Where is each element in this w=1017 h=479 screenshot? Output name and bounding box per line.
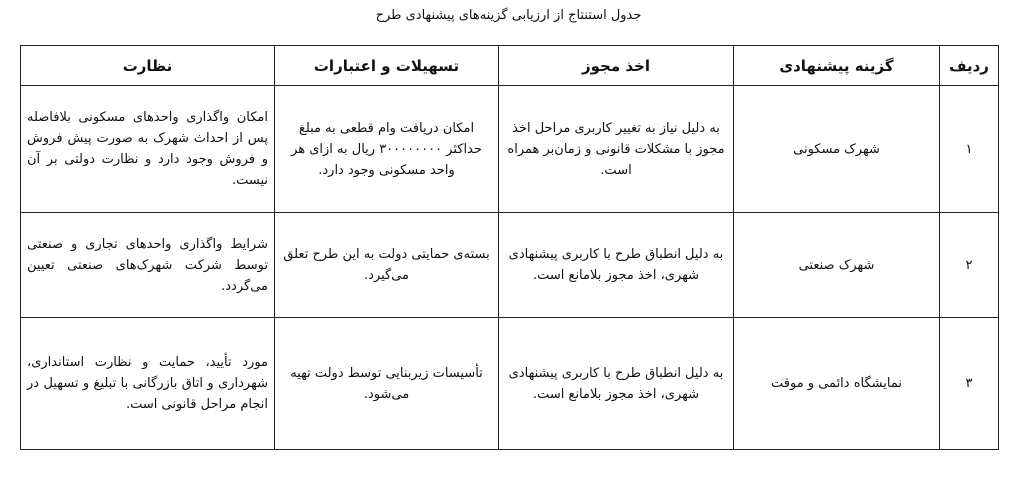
supervision-cell: امکان واگذاری واحدهای مسکونی بلافاصله پس از احداث شهرک به صورت پیش فروش و فروش وجود دارد و نظارت دولتی بر آن نیست. <box>21 86 275 213</box>
permit-cell: به دلیل نیاز به تغییر کاربری مراحل اخذ مجوز با مشکلات قانونی و زمان‌بر همراه است. <box>499 86 734 213</box>
option-cell: شهرک صنعتی <box>734 213 940 318</box>
row-number: ۳ <box>940 318 999 450</box>
facilities-cell: امکان دریافت وام قطعی به مبلغ حداکثر ۳۰۰۰۰۰۰۰۰ ریال به ازای هر واحد مسکونی وجود دارد. <box>275 86 499 213</box>
header-permit: اخذ مجوز <box>499 46 734 86</box>
row-number: ۱ <box>940 86 999 213</box>
supervision-cell: مورد تأیید، حمایت و نظارت استانداری، شهرداری و اتاق بازرگانی با تبلیغ و تسهیل در انجام مراحل قانونی است. <box>21 318 275 450</box>
permit-cell: به دلیل انطباق طرح با کاربری پیشنهادی شهری، اخذ مجوز بلامانع است. <box>499 213 734 318</box>
table-row <box>21 318 999 450</box>
option-cell: نمایشگاه دائمی و موقت <box>734 318 940 450</box>
facilities-cell: تأسیسات زیربنایی توسط دولت تهیه می‌شود. <box>275 318 499 450</box>
header-facilities: تسهیلات و اعتبارات <box>275 46 499 86</box>
row-number: ۲ <box>940 213 999 318</box>
evaluation-table <box>20 45 999 450</box>
option-cell: شهرک مسکونی <box>734 86 940 213</box>
table-row <box>21 213 999 318</box>
table-caption: جدول استنتاج از ارزیابی گزینه‌های پیشنهادی طرح <box>375 8 642 23</box>
header-row <box>21 46 999 86</box>
supervision-cell: شرایط واگذاری واحدهای تجاری و صنعتی توسط شرکت شهرک‌های صنعتی تعیین می‌گردد. <box>21 213 275 318</box>
header-row-no: ردیف <box>940 46 999 86</box>
facilities-cell: بسته‌ی حمایتی دولت به این طرح تعلق می‌گیرد. <box>275 213 499 318</box>
permit-cell: به دلیل انطباق طرح با کاربری پیشنهادی شهری، اخذ مجوز بلامانع است. <box>499 318 734 450</box>
table-row <box>21 86 999 213</box>
header-supervision: نظارت <box>21 46 275 86</box>
header-option: گزینه پیشنهادی <box>734 46 940 86</box>
